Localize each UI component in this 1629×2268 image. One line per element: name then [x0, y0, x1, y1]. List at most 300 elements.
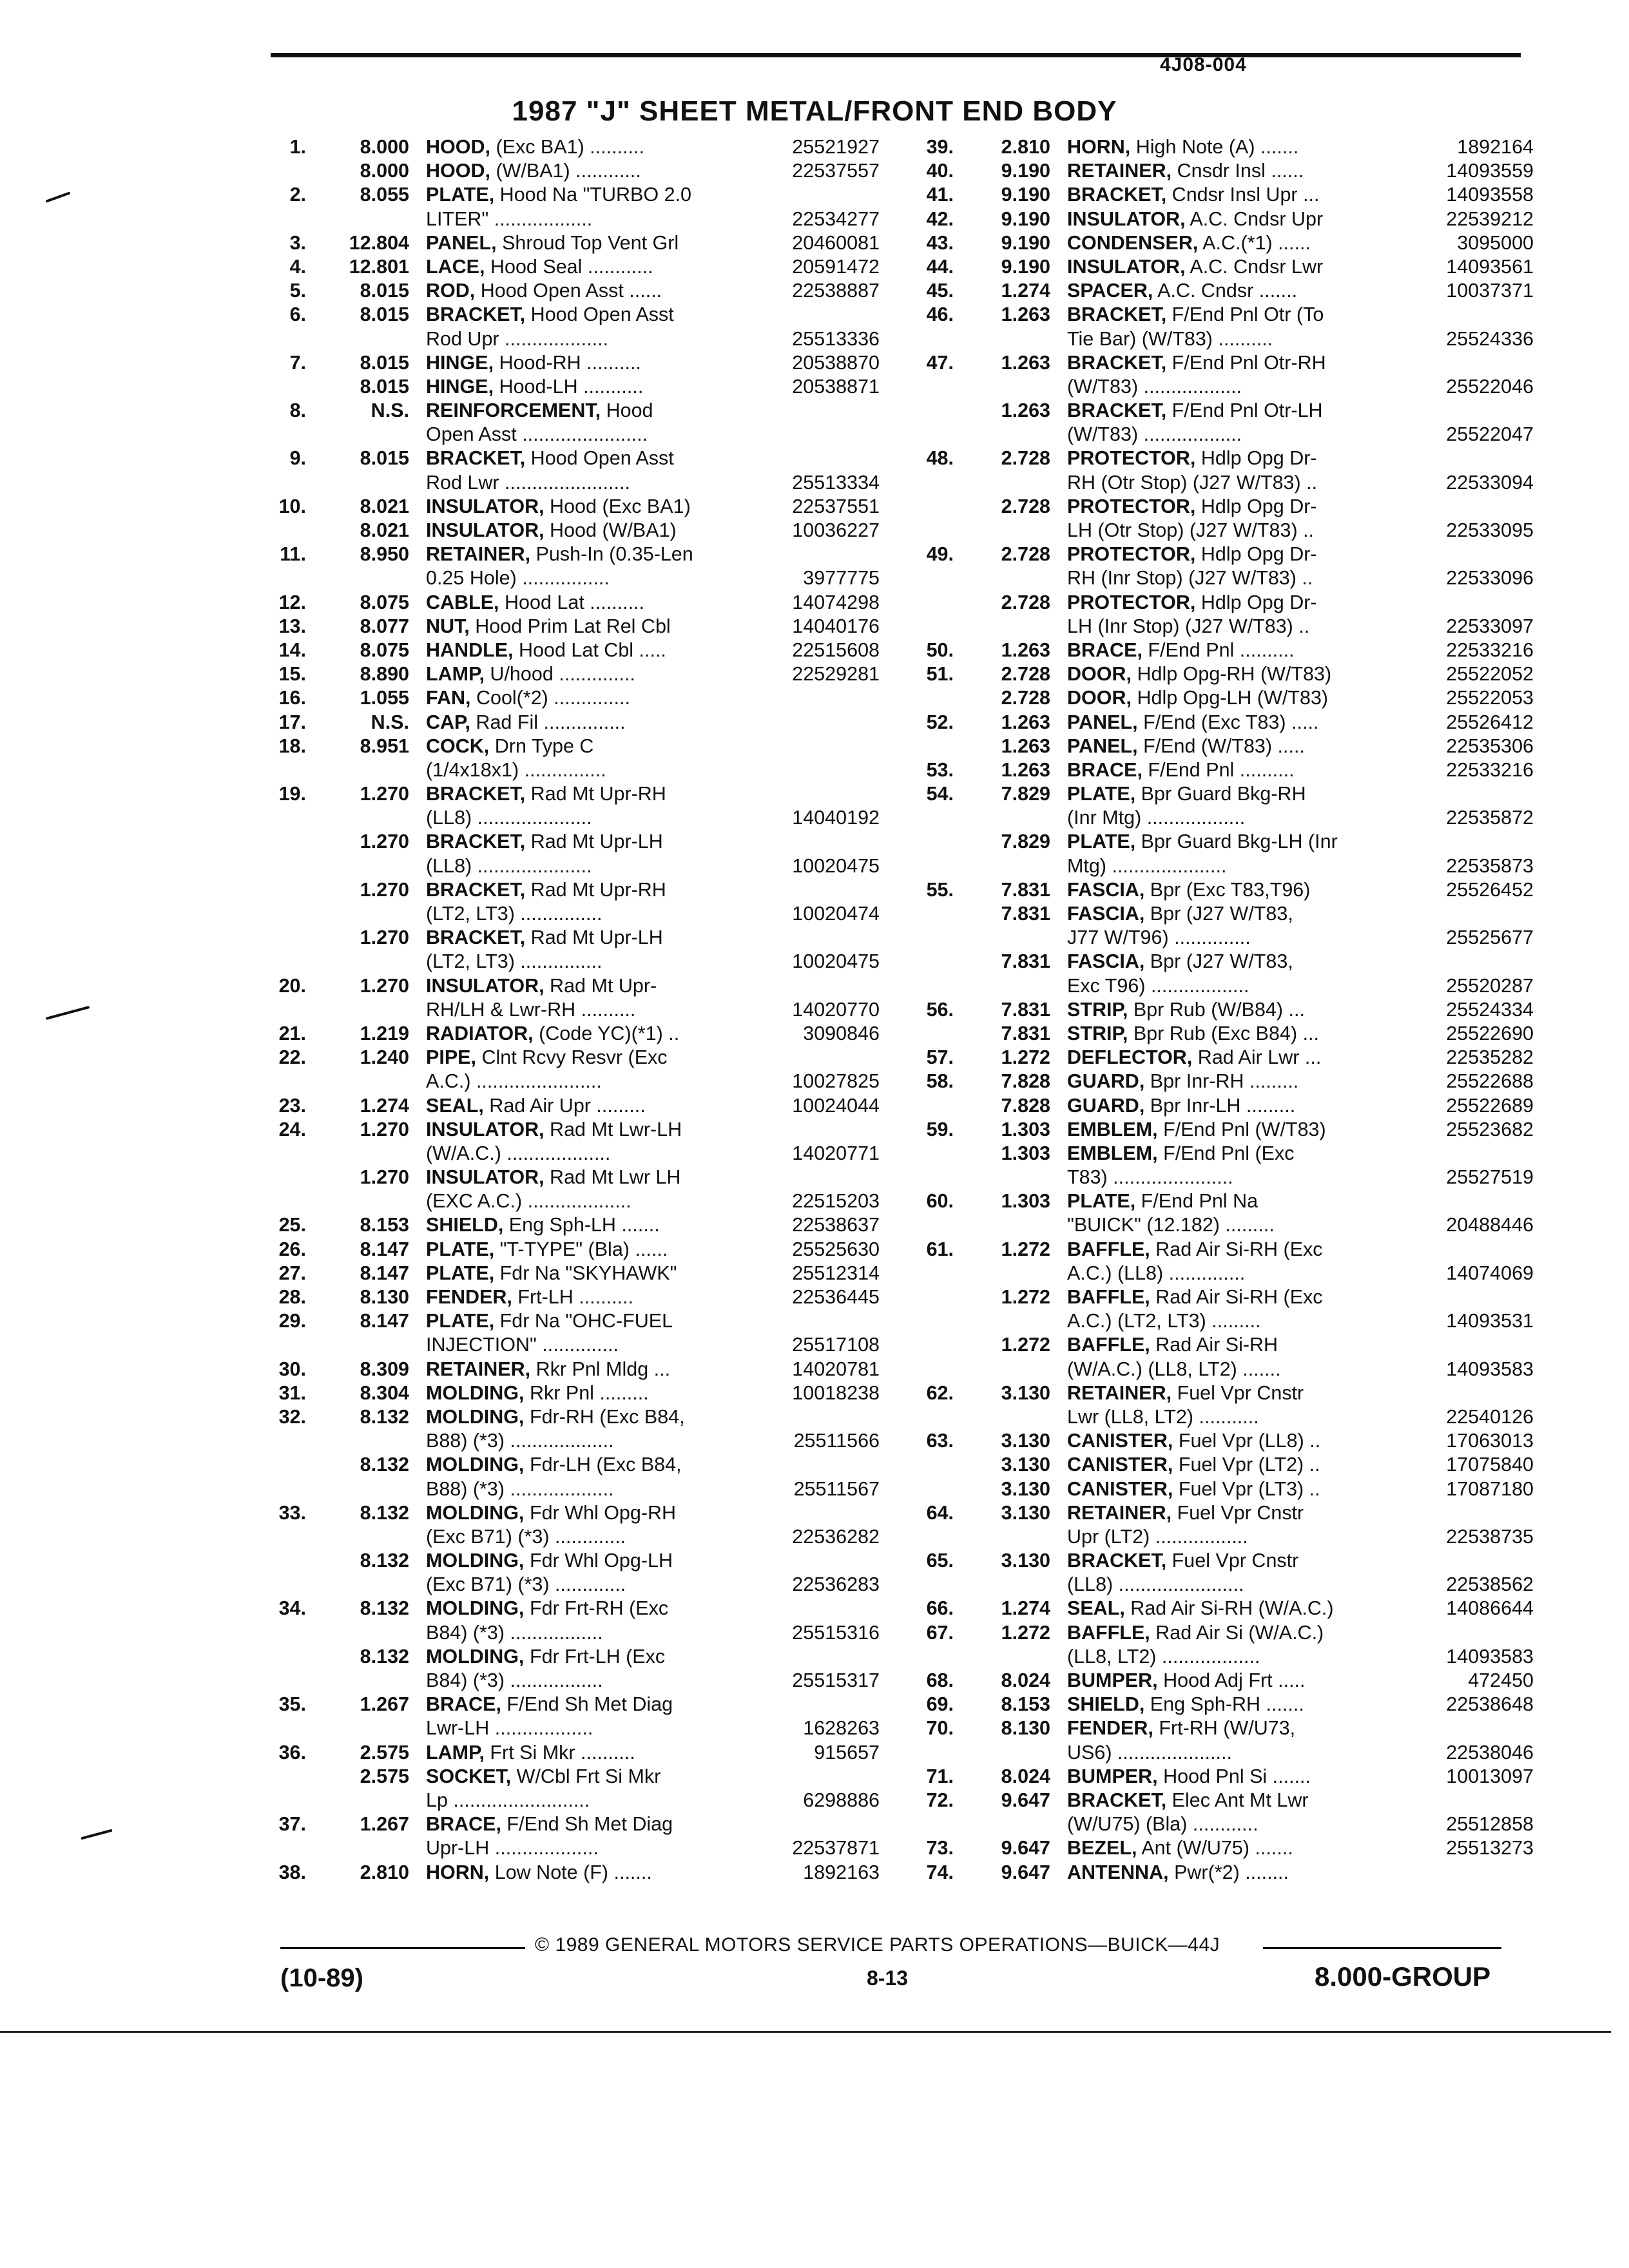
- part-description: [1067, 1765, 1443, 1789]
- item-number: 6.: [289, 303, 306, 326]
- part-description: [426, 1381, 789, 1405]
- part-description: [1067, 1501, 1531, 1525]
- item-number: [267, 566, 306, 590]
- part-detail: Bpr Inr-LH .........: [1144, 1094, 1296, 1117]
- parts-line: [915, 159, 1534, 183]
- part-number: [1531, 591, 1534, 615]
- group-number: [954, 615, 1067, 639]
- part-detail: Bpr Rub (W/B84) ...: [1128, 998, 1305, 1021]
- part-name: CONDENSER,: [1067, 231, 1199, 254]
- part-name: RETAINER,: [1067, 1381, 1172, 1404]
- part-number: 25515316: [792, 1621, 880, 1644]
- part-number: 25522688: [1446, 1070, 1534, 1093]
- part-number: 22538046: [1446, 1741, 1534, 1763]
- part-description: [426, 1094, 789, 1118]
- part-description: [426, 543, 877, 566]
- parts-line: [915, 207, 1534, 231]
- parts-line: [915, 1765, 1534, 1789]
- item-number: 8.: [289, 399, 306, 422]
- part-number: 25522689: [1446, 1094, 1534, 1117]
- part-number: [877, 1765, 880, 1789]
- part-description: [1067, 1166, 1443, 1189]
- part-detail: (W/BA1) ............: [490, 160, 641, 182]
- item-number: 66.: [926, 1597, 954, 1620]
- part-description: [1067, 974, 1443, 998]
- item-number: 21.: [278, 1022, 306, 1044]
- parts-line: [915, 878, 1534, 902]
- parts-line: [915, 543, 1534, 566]
- part-detail: T83) ......................: [1067, 1166, 1233, 1189]
- item-number: [915, 854, 954, 878]
- item-number: 65.: [926, 1550, 954, 1572]
- part-description: [1067, 183, 1443, 207]
- part-name: INSULATOR,: [1067, 255, 1186, 278]
- group-number: 8.132: [360, 1501, 409, 1524]
- part-description: [1067, 447, 1531, 470]
- group-number: 1.303: [1001, 1142, 1050, 1164]
- part-detail: Hdlp Opg Dr-: [1195, 447, 1317, 470]
- item-number: 24.: [278, 1118, 306, 1140]
- part-name: EMBLEM,: [1067, 1118, 1158, 1140]
- part-detail: "BUICK" (12.182) .........: [1067, 1214, 1275, 1236]
- part-name: PANEL,: [1067, 735, 1138, 757]
- part-number: [877, 711, 880, 735]
- group-number: 9.647: [1001, 1861, 1050, 1883]
- part-detail: Fdr Whl Opg-LH: [524, 1550, 673, 1572]
- part-number: [877, 1118, 880, 1142]
- group-number: 9.190: [1001, 184, 1050, 206]
- parts-line: [267, 974, 880, 998]
- part-detail: LH (Otr Stop) (J27 W/T83) ..: [1067, 519, 1315, 541]
- part-description: [426, 1621, 789, 1645]
- part-detail: Cool(*2) ..............: [470, 687, 630, 709]
- part-number: [877, 1812, 880, 1836]
- item-number: [915, 519, 954, 543]
- part-description: [426, 471, 789, 495]
- part-number: 14093561: [1446, 255, 1534, 278]
- group-number: 9.190: [1001, 255, 1050, 278]
- group-number: N.S.: [371, 711, 409, 733]
- part-description: [426, 1429, 791, 1453]
- parts-line: [915, 1789, 1534, 1812]
- group-number: 8.130: [1001, 1717, 1050, 1740]
- parts-line: [915, 591, 1534, 615]
- part-number: 22535306: [1446, 735, 1534, 757]
- group-number: 1.270: [360, 1166, 409, 1189]
- part-number: [1531, 1861, 1534, 1885]
- parts-line: [915, 1118, 1534, 1142]
- item-number: 29.: [278, 1310, 306, 1332]
- part-number: 25517108: [792, 1334, 880, 1356]
- parts-line: [267, 1741, 880, 1765]
- part-description: [426, 662, 789, 686]
- group-number: 8.077: [360, 615, 409, 637]
- part-detail: Upr-LH ...................: [426, 1837, 599, 1860]
- part-detail: F/End Pnl Na: [1135, 1190, 1258, 1213]
- part-name: LAMP,: [426, 663, 485, 686]
- group-number: 1.272: [1001, 1046, 1050, 1069]
- part-description: [1067, 423, 1443, 447]
- part-detail: Open Asst .......................: [426, 423, 648, 446]
- parts-line: [267, 1693, 880, 1716]
- item-number: 52.: [926, 711, 954, 733]
- item-number: 25.: [278, 1214, 306, 1236]
- part-number: [877, 926, 880, 950]
- item-number: [267, 1836, 306, 1860]
- part-description: [1067, 1142, 1531, 1166]
- group-number: 12.804: [349, 231, 409, 254]
- parts-line: [267, 1789, 880, 1812]
- item-number: [915, 686, 954, 710]
- parts-line: [915, 830, 1534, 854]
- part-detail: Rkr Pnl Mldg ...: [530, 1358, 671, 1380]
- part-detail: Rad Air Si-RH (Exc: [1150, 1286, 1323, 1308]
- part-description: [426, 495, 789, 519]
- part-description: [426, 303, 877, 327]
- part-name: CAP,: [426, 711, 470, 733]
- parts-line: [267, 1477, 880, 1501]
- part-description: [1067, 255, 1443, 279]
- item-number: 58.: [926, 1070, 954, 1093]
- bottom-rule: [0, 2031, 1611, 2033]
- group-number: [306, 1477, 426, 1501]
- part-detail: B84) (*3) .................: [426, 1621, 603, 1644]
- part-description: [1067, 735, 1443, 758]
- parts-line: [267, 183, 880, 207]
- item-number: 2.: [289, 184, 306, 206]
- part-number: 22538637: [792, 1214, 880, 1236]
- part-number: 14093531: [1446, 1310, 1534, 1332]
- part-name: BUMPER,: [1067, 1765, 1158, 1787]
- part-description: [1067, 1573, 1443, 1597]
- parts-line: [267, 830, 880, 854]
- parts-line: [267, 543, 880, 566]
- parts-line: [267, 1573, 880, 1597]
- parts-line: [267, 950, 880, 974]
- part-number: [1531, 447, 1534, 470]
- part-number: 25524336: [1446, 327, 1534, 350]
- parts-line: [267, 902, 880, 926]
- item-number: [915, 806, 954, 830]
- part-detail: Hood Seal ............: [485, 255, 653, 278]
- part-description: [426, 375, 789, 399]
- part-description: [1067, 1070, 1443, 1093]
- part-number: 14040192: [792, 807, 880, 829]
- part-detail: B84) (*3) .................: [426, 1669, 603, 1691]
- group-number: 8.153: [360, 1214, 409, 1236]
- part-number: 25512314: [792, 1262, 880, 1284]
- parts-line: [915, 1597, 1534, 1620]
- parts-line: [267, 231, 880, 255]
- part-description: [426, 1477, 791, 1501]
- item-number: [915, 1094, 954, 1118]
- item-number: 7.: [289, 351, 306, 374]
- part-detail: Hood Open Asst: [525, 303, 674, 326]
- part-description: [426, 782, 877, 806]
- group-number: [954, 1166, 1067, 1189]
- parts-line: [267, 878, 880, 902]
- part-detail: A.C.(*1) ......: [1198, 231, 1311, 254]
- part-detail: A.C.) .......................: [426, 1070, 602, 1093]
- parts-line: [915, 1405, 1534, 1429]
- part-number: 10037371: [1446, 280, 1534, 302]
- part-name: MOLDING,: [426, 1550, 525, 1572]
- item-number: [267, 1645, 306, 1669]
- part-description: [426, 1836, 789, 1860]
- part-description: [426, 806, 789, 830]
- group-number: 2.810: [360, 1861, 409, 1883]
- part-number: 10020474: [792, 903, 880, 925]
- parts-line: [915, 255, 1534, 279]
- group-number: [306, 758, 426, 782]
- group-number: 1.270: [360, 1118, 409, 1140]
- parts-line: [267, 255, 880, 279]
- parts-line: [267, 998, 880, 1022]
- parts-line: [915, 662, 1534, 686]
- group-number: 1.270: [360, 831, 409, 853]
- part-detail: Cndsr Insl Upr ...: [1166, 184, 1320, 206]
- item-number: [915, 1453, 954, 1477]
- item-number: [267, 806, 306, 830]
- part-number: 1628263: [803, 1717, 880, 1740]
- part-number: [1531, 1501, 1534, 1525]
- parts-line: [267, 1429, 880, 1453]
- item-number: [915, 1741, 954, 1765]
- part-detail: Hood Prim Lat Rel Cbl: [469, 615, 671, 637]
- parts-line: [267, 854, 880, 878]
- part-detail: Fuel Vpr (LT3) ..: [1173, 1477, 1320, 1500]
- part-detail: Frt-RH (W/U73,: [1153, 1717, 1296, 1740]
- item-number: [915, 950, 954, 974]
- part-detail: Clnt Rcvy Resvr (Exc: [476, 1046, 668, 1069]
- group-number: 8.132: [360, 1550, 409, 1572]
- item-number: 4.: [289, 255, 306, 278]
- part-number: [877, 423, 880, 447]
- part-description: [426, 1549, 877, 1573]
- part-number: 22537557: [792, 160, 880, 182]
- group-number: 8.304: [360, 1381, 409, 1404]
- part-number: [877, 183, 880, 207]
- part-name: PLATE,: [426, 1310, 495, 1332]
- part-detail: Hood Open Asst: [525, 447, 674, 470]
- part-detail: Hood Na "TURBO 2.0: [494, 184, 691, 206]
- part-name: CANISTER,: [1067, 1430, 1173, 1452]
- part-description: [426, 591, 789, 615]
- part-number: 25522046: [1446, 375, 1534, 398]
- part-detail: F/End (Exc T83) .....: [1137, 711, 1319, 733]
- parts-line: [915, 711, 1534, 735]
- item-number: 1.: [289, 136, 306, 158]
- part-name: BRACKET,: [1067, 184, 1167, 206]
- part-description: [1067, 1453, 1443, 1477]
- part-detail: Rad Mt Upr-LH: [525, 831, 663, 853]
- part-number: 22533096: [1446, 567, 1534, 590]
- part-number: 17063013: [1446, 1430, 1534, 1452]
- parts-line: [267, 207, 880, 231]
- parts-line: [915, 639, 1534, 662]
- parts-line: [915, 231, 1534, 255]
- part-description: [1067, 471, 1443, 495]
- parts-line: [267, 1333, 880, 1357]
- group-number: 7.828: [1001, 1094, 1050, 1117]
- group-number: 8.021: [360, 495, 409, 517]
- parts-line: [267, 758, 880, 782]
- group-number: [954, 1741, 1067, 1765]
- parts-line: [915, 1213, 1534, 1237]
- part-description: [426, 279, 789, 303]
- item-number: [915, 423, 954, 447]
- item-number: [267, 423, 306, 447]
- part-number: 22534277: [792, 207, 880, 230]
- parts-line: [267, 351, 880, 375]
- part-detail: Rod Lwr .......................: [426, 471, 630, 494]
- part-description: [1067, 950, 1531, 974]
- group-number: 2.728: [1001, 663, 1050, 686]
- part-description: [1067, 639, 1443, 662]
- part-number: [877, 1645, 880, 1669]
- parts-line: [267, 1453, 880, 1477]
- part-name: LACE,: [426, 255, 485, 278]
- group-number: 8.015: [360, 351, 409, 374]
- parts-line: [915, 1142, 1534, 1166]
- part-description: [1067, 1262, 1443, 1285]
- group-number: [954, 1358, 1067, 1381]
- part-number: 14020781: [792, 1358, 880, 1380]
- group-number: 8.132: [360, 1405, 409, 1428]
- item-number: [267, 1573, 306, 1597]
- part-detail: A.C. Cndsr Lwr: [1185, 255, 1324, 278]
- part-description: [1067, 662, 1443, 686]
- parts-line: [915, 1525, 1534, 1549]
- part-description: [1067, 1309, 1443, 1333]
- parts-line: [267, 735, 880, 758]
- part-name: DOOR,: [1067, 663, 1132, 686]
- part-name: INSULATOR,: [426, 974, 545, 997]
- parts-line: [267, 1549, 880, 1573]
- group-number: 1.274: [1001, 280, 1050, 302]
- item-number: 34.: [278, 1597, 306, 1620]
- parts-line: [267, 1046, 880, 1070]
- parts-line: [267, 1669, 880, 1693]
- part-description: [426, 327, 789, 351]
- part-description: [426, 207, 789, 231]
- part-number: [1531, 830, 1534, 854]
- parts-line: [267, 1285, 880, 1309]
- item-number: [915, 615, 954, 639]
- item-number: [915, 1477, 954, 1501]
- part-detail: Hood: [601, 399, 653, 422]
- part-number: 14074298: [792, 591, 880, 613]
- part-number: 25513273: [1446, 1837, 1534, 1860]
- item-number: [267, 159, 306, 183]
- parts-line: [267, 1262, 880, 1285]
- group-number: [306, 1142, 426, 1166]
- group-number: 9.647: [1001, 1789, 1050, 1811]
- part-number: 25526452: [1446, 878, 1534, 901]
- parts-line: [267, 447, 880, 470]
- part-name: LAMP,: [426, 1741, 485, 1763]
- part-name: PROTECTOR,: [1067, 543, 1196, 566]
- part-detail: Push-In (0.35-Len: [530, 543, 693, 566]
- part-name: PANEL,: [1067, 711, 1138, 733]
- part-name: SHIELD,: [426, 1214, 504, 1236]
- group-number: [954, 1573, 1067, 1597]
- parts-line: [267, 1765, 880, 1789]
- group-number: 3.130: [1001, 1550, 1050, 1572]
- part-description: [1067, 686, 1443, 710]
- part-detail: A.C.) (LT2, LT3) .........: [1067, 1310, 1261, 1332]
- part-number: [877, 1549, 880, 1573]
- part-description: [426, 1453, 877, 1477]
- item-number: 64.: [926, 1501, 954, 1524]
- part-number: [877, 735, 880, 758]
- part-detail: Hdlp Opg Dr-: [1195, 543, 1317, 566]
- part-name: HORN,: [426, 1861, 490, 1883]
- part-number: [1531, 351, 1534, 375]
- part-detail: Frt Si Mkr ..........: [484, 1741, 635, 1763]
- part-description: [426, 519, 789, 543]
- group-number: 1.263: [1001, 758, 1050, 781]
- parts-line: [915, 950, 1534, 974]
- part-name: BAFFLE,: [1067, 1286, 1150, 1308]
- part-number: 22535282: [1446, 1046, 1534, 1069]
- parts-line: [915, 1741, 1534, 1765]
- part-description: [426, 686, 877, 710]
- group-number: [954, 423, 1067, 447]
- part-number: 20538871: [792, 375, 880, 398]
- part-detail: (LT2, LT3) ...............: [426, 903, 602, 925]
- part-description: [1067, 758, 1443, 782]
- item-number: 32.: [278, 1405, 306, 1428]
- parts-line: [915, 758, 1534, 782]
- item-number: [267, 1765, 306, 1789]
- group-number: [954, 566, 1067, 590]
- part-detail: F/End (W/T83) .....: [1137, 735, 1305, 757]
- part-detail: Fuel Vpr (LT2) ..: [1173, 1454, 1320, 1476]
- group-number: 8.015: [360, 280, 409, 302]
- part-name: BRACKET,: [1067, 1550, 1167, 1572]
- parts-line: [915, 447, 1534, 470]
- parts-line: [267, 1238, 880, 1262]
- part-detail: Hood (W/BA1): [544, 519, 677, 541]
- part-description: [426, 1716, 800, 1740]
- item-number: 22.: [278, 1046, 306, 1069]
- parts-line: [267, 1645, 880, 1669]
- part-detail: Frt-LH ..........: [512, 1286, 633, 1308]
- part-description: [1067, 231, 1454, 255]
- group-number: [954, 974, 1067, 998]
- part-number: 20538870: [792, 351, 880, 374]
- part-description: [1067, 1621, 1531, 1645]
- parts-line: [915, 998, 1534, 1022]
- part-number: [877, 447, 880, 470]
- part-description: [426, 1238, 789, 1262]
- item-number: 35.: [278, 1693, 306, 1716]
- part-detail: Bpr Guard Bkg-LH (Inr: [1135, 831, 1338, 853]
- parts-line: [267, 1166, 880, 1189]
- parts-line: [915, 686, 1534, 710]
- item-number: [915, 1166, 954, 1189]
- part-description: [426, 1166, 877, 1189]
- item-number: [267, 1477, 306, 1501]
- item-number: [267, 519, 306, 543]
- part-number: 22533216: [1446, 639, 1534, 661]
- part-number: 22533095: [1446, 519, 1534, 541]
- parts-line: [915, 1549, 1534, 1573]
- part-detail: (W/T83) ..................: [1067, 423, 1242, 446]
- group-number: [306, 1836, 426, 1860]
- part-detail: Lp .........................: [426, 1789, 590, 1811]
